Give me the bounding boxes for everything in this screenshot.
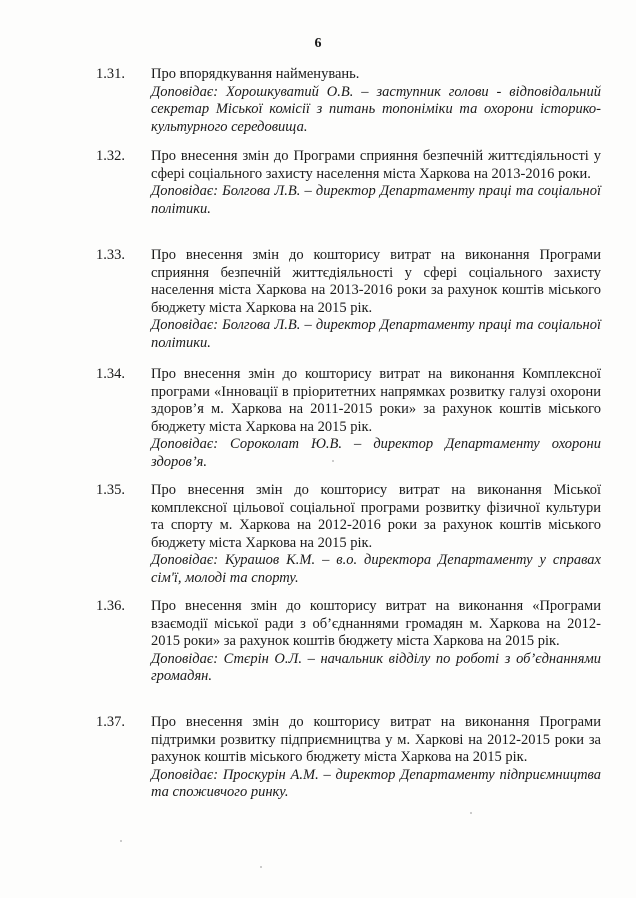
item-title: Про внесення змін до кошторису витрат на виконання «Програми взаємодії міської ради з об’єднаннями громадян м. Харкова на 2012-2015 роки» за рахунок коштів бюджету міста Харкова на 2015 рік.	[151, 598, 601, 649]
item-title: Про внесення змін до кошторису витрат на виконання Міської комплексної цільової соціальної програми розвитку фізичної культури та спорту м. Харкова на 2012-2016 роки за рахунок коштів міського бюджету міста Харкова на 2015 рік.	[151, 482, 601, 551]
item-title: Про впорядкування найменувань.	[151, 66, 360, 82]
page-number: 6	[314, 36, 322, 51]
item-number: 1.37.	[96, 714, 125, 730]
item-reporter: Доповідає: Хорошкуватий О.В. – заступник голови - відповідальний секретар Міської комісії з питань топоніміки та охорони історико-культурного середовища.	[151, 83, 601, 135]
item-title: Про внесення змін до Програми сприяння безпечній життєдіяльності у сфері соціального захисту населення міста Харкова на 2013-2016 роки.	[151, 148, 601, 182]
item-reporter: Доповідає: Курашов К.М. – в.о. директора Департаменту у справах сім'ї, молоді та спорту.	[151, 552, 601, 586]
item-title: Про внесення змін до кошторису витрат на виконання Програми підтримки розвитку підприємництва у м. Харкові на 2012-2015 роки за рахунок коштів міського бюджету міста Харкова на 2015 рік.	[151, 714, 601, 765]
item-body	[151, 148, 601, 218]
item-number: 1.35.	[96, 482, 125, 498]
item-number: 1.31.	[96, 66, 125, 82]
item-body	[151, 366, 601, 471]
item-title: Про внесення змін до кошторису витрат на виконання Комплексної програми «Інновації в пріоритетних напрямках розвитку галузі охорони здоров’я м. Харкова на 2011-2015 роки» за рахунок коштів міського бюджету міста Харкова на 2015 рік.	[151, 366, 601, 435]
scan-speck	[470, 812, 472, 814]
item-number: 1.36.	[96, 598, 125, 614]
item-number: 1.32.	[96, 148, 125, 164]
item-body	[151, 66, 601, 136]
item-reporter: Доповідає: Проскурін А.М. – директор Департаменту підприємництва та споживчого ринку.	[151, 766, 601, 800]
scan-speck	[332, 460, 334, 462]
item-reporter: Доповідає: Сороколат Ю.В. – директор Департаменту охорони здоров’я.	[151, 436, 601, 470]
scan-speck	[260, 866, 262, 868]
item-reporter: Доповідає: Болгова Л.В. – директор Департаменту праці та соціальної політики.	[151, 183, 601, 217]
item-title: Про внесення змін до кошторису витрат на виконання Програми сприяння безпечній життєдіяльності у сфері соціального захисту населення міста Харкова на 2013-2016 роки за рахунок коштів міського бюджету міста Харкова на 2015 рік.	[151, 247, 601, 316]
item-body	[151, 598, 601, 686]
item-body	[151, 482, 601, 587]
scan-speck	[120, 840, 122, 842]
item-number: 1.34.	[96, 366, 125, 382]
item-body	[151, 714, 601, 802]
item-reporter: Доповідає: Болгова Л.В. – директор Департаменту праці та соціальної політики.	[151, 317, 601, 351]
item-number: 1.33.	[96, 247, 125, 263]
item-body	[151, 247, 601, 352]
item-reporter: Доповідає: Стєрін О.Л. – начальник відділу по роботі з об’єднаннями громадян.	[151, 650, 601, 684]
